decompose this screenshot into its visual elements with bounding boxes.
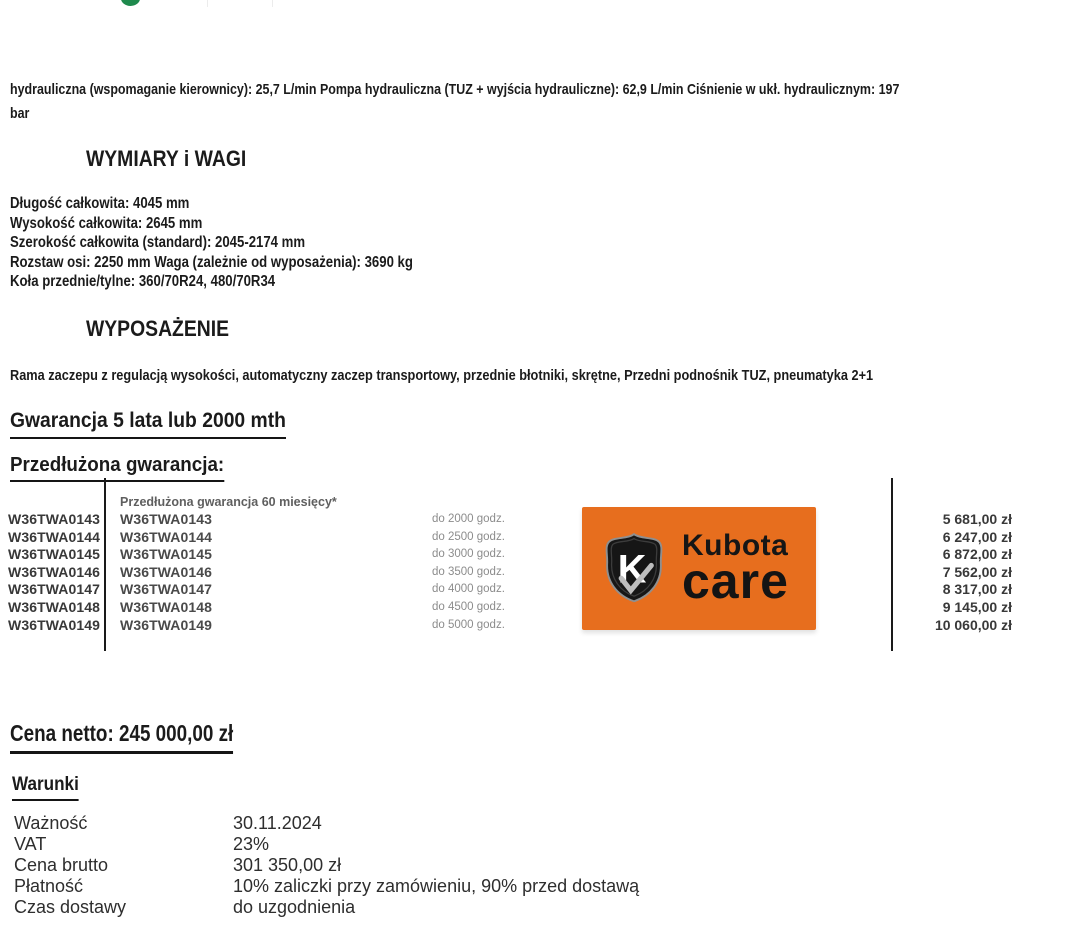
svg-text:K: K <box>617 547 647 592</box>
warranty-hours: do 5000 godz. <box>432 618 505 631</box>
warranty-price: 7 562,00 zł <box>942 563 1012 580</box>
hydraulics-line-2: bar <box>10 105 30 122</box>
warranty-code-column-left <box>8 511 100 634</box>
warranty-hours: do 3500 godz. <box>432 565 505 578</box>
dimension-line: Długość całkowita: 4045 mm <box>10 195 190 212</box>
warranty-hours-column <box>432 511 505 634</box>
warranty-code: W36TWA0144 <box>120 528 213 545</box>
dimensions-heading: WYMIARY i WAGI <box>86 146 247 171</box>
warranty-price: 10 060,00 zł <box>934 616 1012 633</box>
extended-warranty-heading: Przedłużona gwarancja: <box>10 454 224 482</box>
terms-label-column <box>14 813 126 918</box>
top-edge-artifact <box>272 0 273 7</box>
terms-value-column <box>233 813 639 918</box>
term-value: 23% <box>233 834 270 854</box>
warranty-code: W36TWA0145 <box>120 546 213 563</box>
term-label: Płatność <box>14 876 84 896</box>
warranty-code: W36TWA0148 <box>8 598 101 615</box>
warranty-price: 8 317,00 zł <box>942 581 1012 598</box>
warranty-price: 6 247,00 zł <box>942 528 1012 545</box>
warranty-code: W36TWA0147 <box>120 581 213 598</box>
term-value: 301 350,00 zł <box>233 855 342 875</box>
term-label: Cena brutto <box>14 855 109 875</box>
warranty-price: 5 681,00 zł <box>942 511 1012 527</box>
warranty-code: W36TWA0144 <box>8 528 101 545</box>
warranty-code-column-mid <box>120 511 212 634</box>
warranty-code: W36TWA0147 <box>8 581 101 598</box>
base-warranty-heading: Gwarancja 5 lata lub 2000 mth <box>10 409 286 439</box>
kubota-care-shield-icon <box>602 529 666 607</box>
term-value: do uzgodnienia <box>233 897 356 917</box>
warranty-price: 9 145,00 zł <box>942 598 1012 615</box>
hydraulics-paragraph <box>10 78 899 126</box>
dimensions-list <box>10 194 413 292</box>
term-value: 10% zaliczki przy zamówieniu, 90% przed dostawą <box>233 876 640 896</box>
warranty-hours: do 4500 godz. <box>432 600 505 613</box>
kubota-care-text: care <box>682 553 789 609</box>
warranty-price-column <box>880 511 1012 634</box>
term-value: 30.11.2024 <box>233 813 322 833</box>
top-edge-artifact <box>207 0 208 7</box>
warranty-code: W36TWA0143 <box>120 511 213 527</box>
term-label: Ważność <box>14 813 88 833</box>
warranty-table-header: Przedłużona gwarancja 60 miesięcy* <box>120 495 337 509</box>
dimension-line: Wysokość całkowita: 2645 mm <box>10 214 203 232</box>
warranty-code: W36TWA0143 <box>8 511 101 527</box>
warranty-code: W36TWA0149 <box>8 616 101 633</box>
table-left-divider <box>104 478 106 651</box>
warranty-code: W36TWA0145 <box>8 546 101 563</box>
green-logo-arc-icon <box>121 0 140 6</box>
dimension-line: Szerokość całkowita (standard): 2045-2174 mm <box>10 234 306 252</box>
warranty-hours: do 3000 godz. <box>432 548 505 561</box>
warranty-price: 6 872,00 zł <box>942 546 1012 563</box>
warranty-code: W36TWA0146 <box>120 563 213 580</box>
equipment-text: Rama zaczepu z regulacją wysokości, automatyczny zaczep transportowy, przednie błotniki, skrętne, Przedni podnośnik TUZ, pneumatyka 2+1 <box>10 367 874 384</box>
warranty-hours: do 2000 godz. <box>432 513 505 525</box>
warranty-code: W36TWA0149 <box>120 616 213 633</box>
dimension-line: Koła przednie/tylne: 360/70R24, 480/70R34 <box>10 273 276 291</box>
term-label: VAT <box>14 834 47 854</box>
equipment-heading: WYPOSAŻENIE <box>86 316 230 341</box>
term-label: Czas dostawy <box>14 897 127 917</box>
hydraulics-line-1: hydrauliczna (wspomaganie kierownicy): 25,7 L/min Pompa hydrauliczna (TUZ + wyjścia hydrauliczne): 62,9 L/min Ciśnienie w ukł. hydraulicznym: 197 <box>10 81 900 98</box>
net-price-heading: Cena netto: 245 000,00 zł <box>10 720 233 754</box>
warranty-code: W36TWA0146 <box>8 563 101 580</box>
terms-heading: Warunki <box>12 774 79 801</box>
kubota-brand-text: Kubota <box>682 529 789 562</box>
kubota-care-logo <box>582 507 816 630</box>
warranty-hours: do 4000 godz. <box>432 583 505 596</box>
warranty-code: W36TWA0148 <box>120 598 213 615</box>
warranty-hours: do 2500 godz. <box>432 530 505 543</box>
dimension-line: Rozstaw osi: 2250 mm Waga (zależnie od wyposażenia): 3690 kg <box>10 253 413 271</box>
